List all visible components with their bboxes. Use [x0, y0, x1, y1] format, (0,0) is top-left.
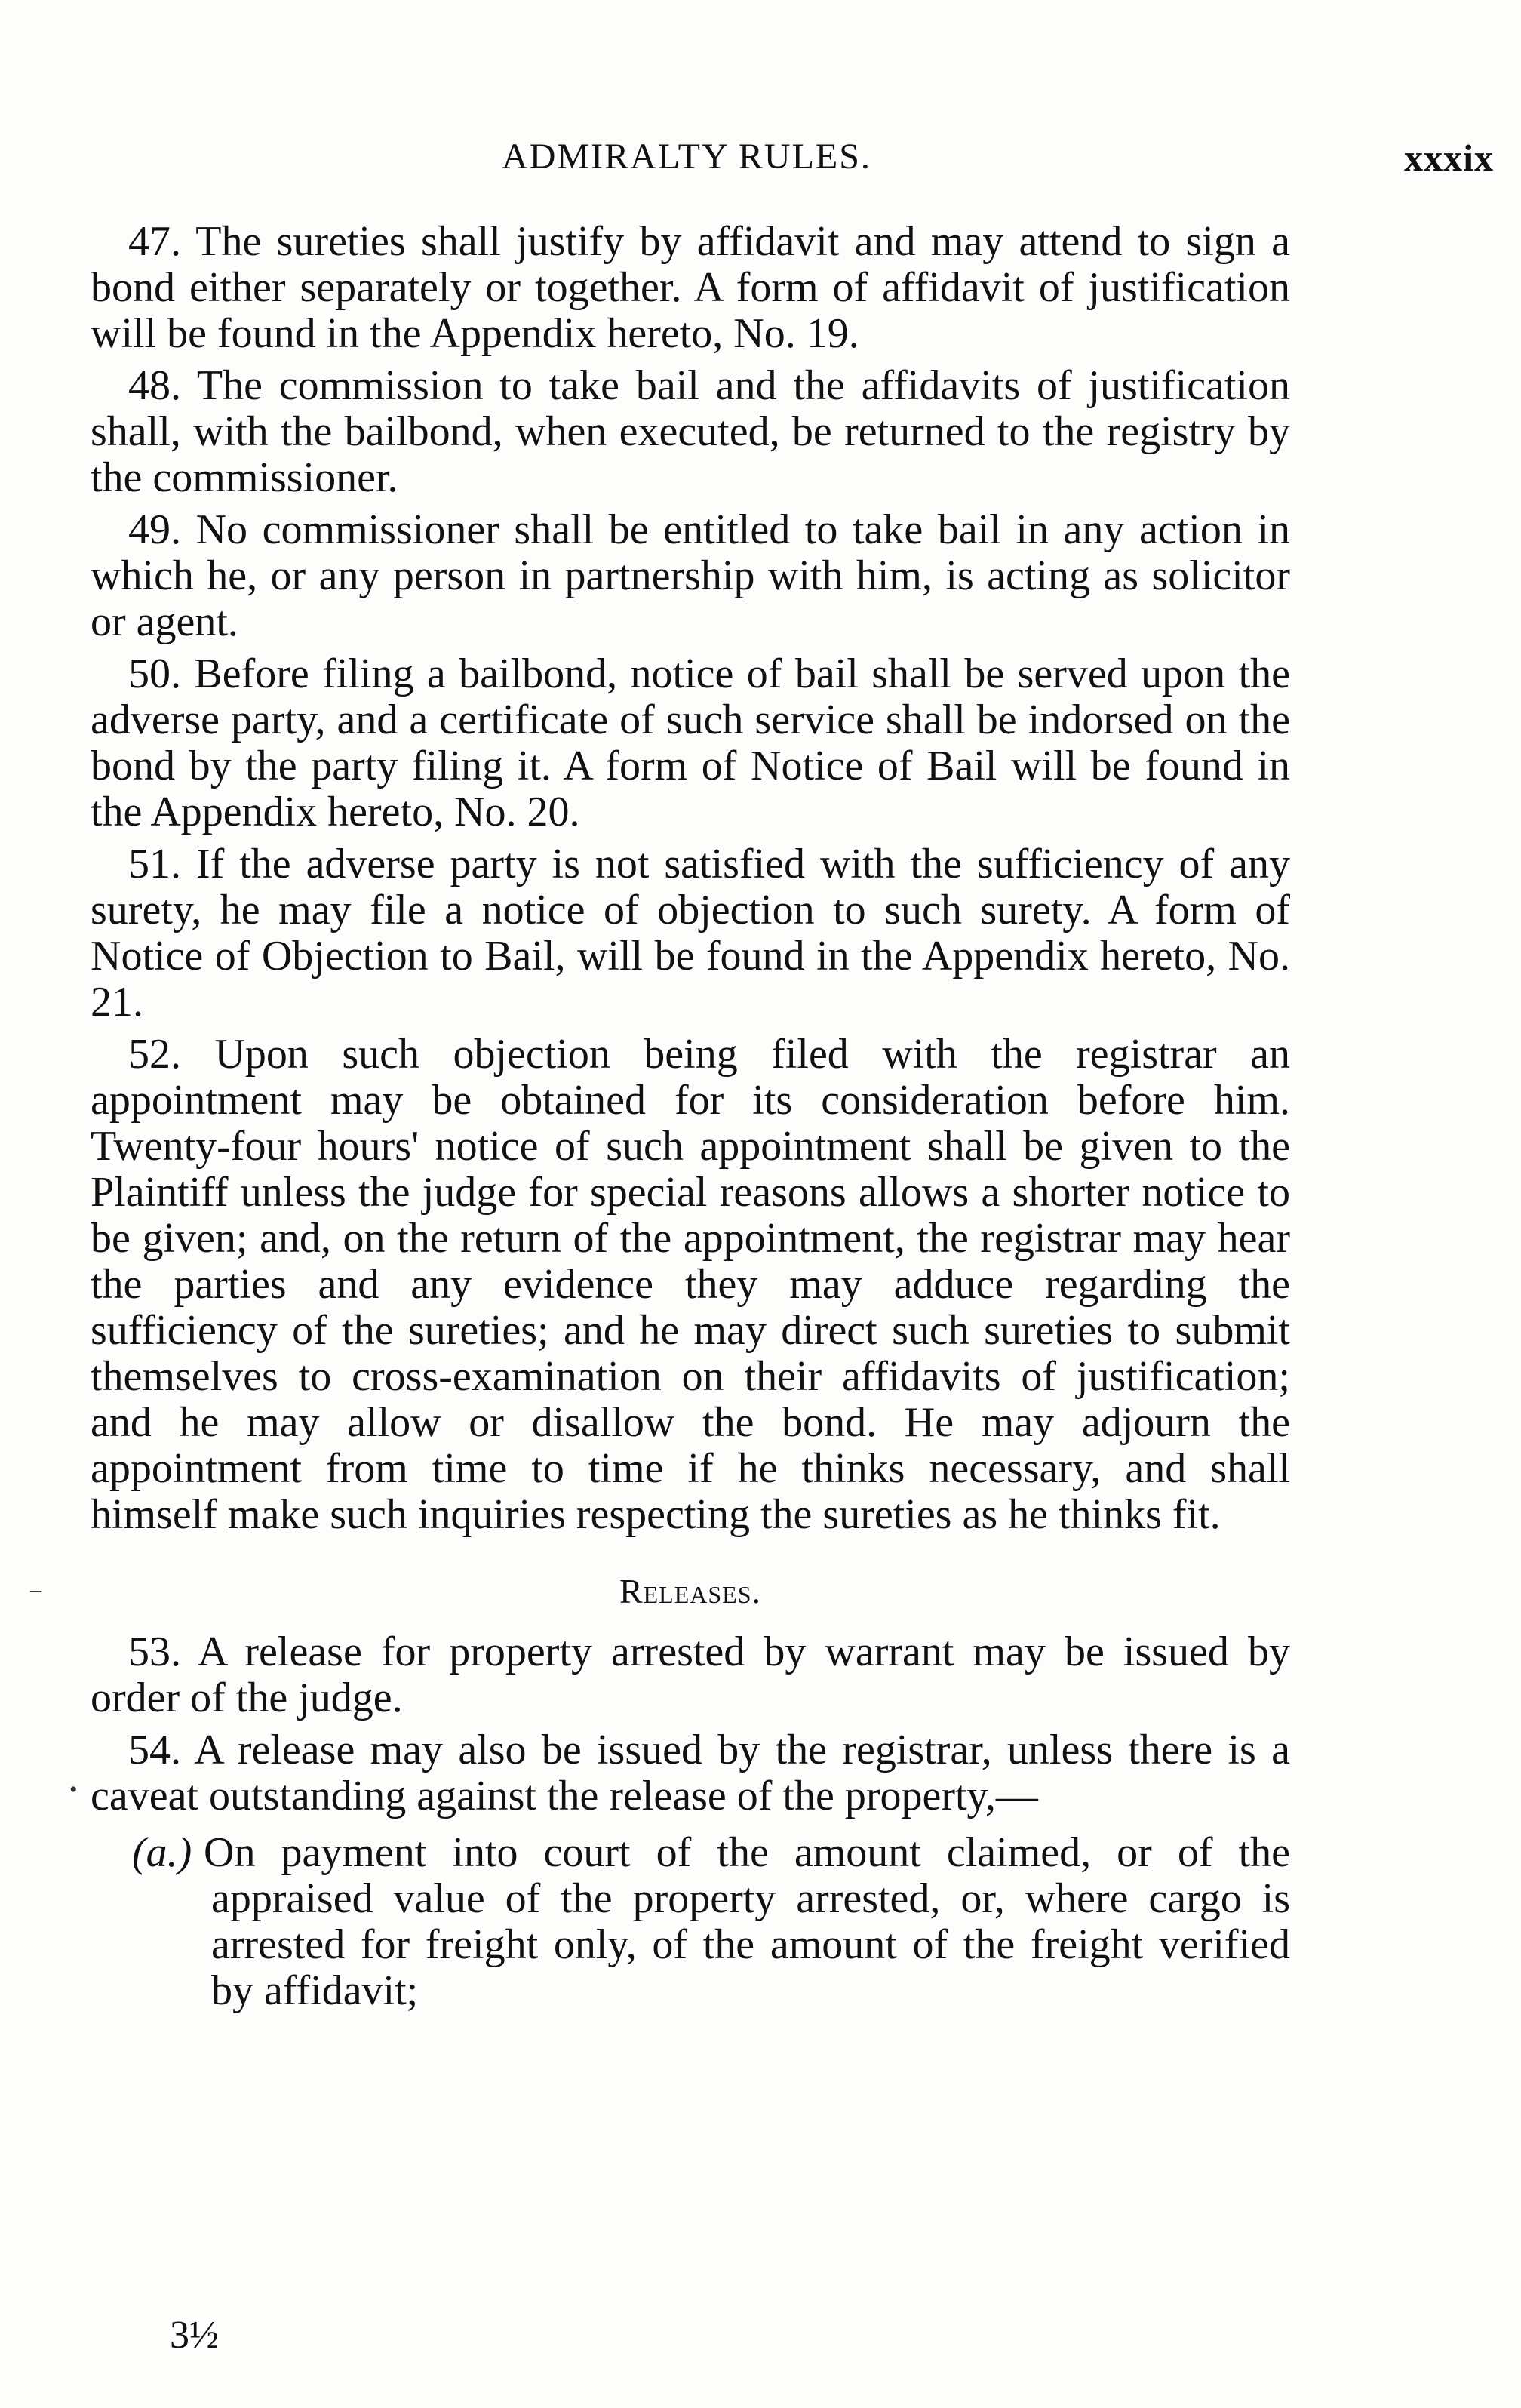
margin-dot-mark: •	[69, 1777, 78, 1802]
rule-number: 50.	[128, 650, 181, 697]
rule-number: 49.	[128, 506, 181, 553]
rule-number: 53.	[128, 1628, 181, 1675]
rule-number: 47.	[128, 218, 181, 265]
rule-text: Before filing a bailbond, notice of bail shall be served upon the adverse party, and a certificate of such service shall be indorsed on the bond by the party filing it. A form of Notice of Bail will be found in the Appendix hereto, No. 20.	[91, 650, 1290, 835]
rule-paragraph	[91, 363, 1290, 501]
rule-text: Upon such objection being filed with the registrar an appointment may be obtained for its consideration before him. Twenty-four hours' notice of such appointment shall be given to the Plaintiff unless the judge for special reasons allows a shorter notice to be given; and, on the return of the appointment, the registrar may hear the parties and any evidence they may adduce regarding the sufficiency of the sureties; and he may direct such sureties to submit themselves to cross-examination on their affidavits of justification; and he may allow or disallow the bond. He may adjourn the appointment from time to time if he thinks necessary, and shall himself make such inquiries respecting the sureties as he thinks fit.	[91, 1031, 1291, 1538]
rule-text: If the adverse party is not satisfied with the sufficiency of any surety, he may file a notice of objection to such surety. A form of Notice of Objection to Bail, will be found in the Appendix hereto, No. 21.	[91, 841, 1290, 1026]
rule-paragraph	[91, 219, 1290, 357]
rule-text: No commissioner shall be entitled to take bail in any action in which he, or any person in partnership with him, is acting as solicitor or agent.	[91, 506, 1291, 645]
rule-number: 54.	[128, 1727, 181, 1773]
rule-paragraph	[91, 1032, 1290, 1538]
section-heading: Releases.	[619, 1572, 762, 1610]
rule-paragraph	[91, 841, 1290, 1026]
page-body	[91, 219, 1290, 2014]
sub-clause	[91, 1830, 1290, 2014]
rule-paragraph	[91, 1629, 1290, 1721]
sub-clause-text: On payment into court of the amount claimed, or of the appraised value of the property arrested, or, where cargo is arrested for freight only, of the amount of the freight verified by affidavit;	[204, 1829, 1290, 2014]
rule-paragraph	[91, 507, 1290, 645]
page-header	[91, 136, 1494, 189]
printer-signature-mark: 3½	[170, 2314, 219, 2357]
rule-number: 48.	[128, 362, 181, 409]
sub-clause-marker: (a.)	[132, 1829, 192, 1876]
rule-text: The commission to take bail and the affidavits of justification shall, with the bailbond, when executed, be returned to the registry by the commissioner.	[91, 362, 1290, 501]
rule-paragraph	[91, 651, 1290, 835]
page-number: xxxix	[1404, 137, 1494, 179]
rule-paragraph	[91, 1727, 1290, 1819]
rule-number: 52.	[128, 1031, 181, 1078]
rule-text: A release for property arrested by warrant may be issued by order of the judge.	[91, 1628, 1290, 1721]
running-title: ADMIRALTY RULES.	[502, 137, 871, 177]
rule-number: 51.	[128, 841, 181, 887]
margin-dash-mark: –	[30, 1577, 41, 1602]
rule-text: A release may also be issued by the registrar, unless there is a caveat outstanding against the release of the property,—	[91, 1727, 1290, 1819]
rule-text: The sureties shall justify by affidavit and may attend to sign a bond either separately or together. A form of affidavit of justification will be found in the Appendix hereto, No. 19.	[91, 218, 1290, 357]
